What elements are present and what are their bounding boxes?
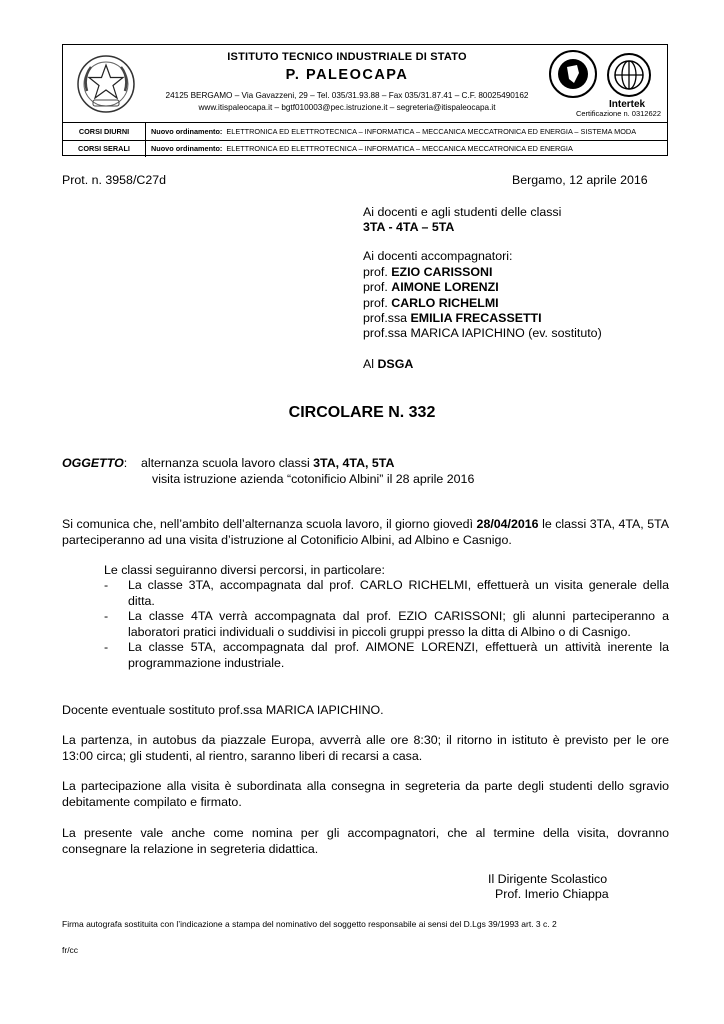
paths-list <box>104 578 669 671</box>
subject-label: OGGETTO <box>62 456 124 470</box>
institute-address: 24125 BERGAMO – Via Gavazzeni, 29 – Tel. 035/31.93.88 – Fax 035/31.87.41 – C.F. 80025490162 <box>165 91 529 100</box>
subject-line-2: visita istruzione azienda “cotonificio Albini” il 28 aprile 2016 <box>152 472 475 486</box>
paragraph-substitute: Docente eventuale sostituto prof.ssa MARICA IAPICHINO. <box>62 703 384 717</box>
institute-subname: P. PALEOCAPA <box>285 67 409 83</box>
list-item: - La classe 4TA verrà accompagnata dal prof. EZIO CARISSONI; gli alunni parteciperanno a laboratori pratici individuali o suddivisi in piccoli gruppi presso la ditta di Albino o di Casnigo. <box>104 609 669 639</box>
paths-intro: Le classi seguiranno diversi percorsi, in particolare: <box>104 563 385 577</box>
letterhead <box>62 44 668 156</box>
subject-line-1: OGGETTO: alternanza scuola lavoro classi 3TA, 4TA, 5TA <box>62 456 395 470</box>
cert-brand: Intertek <box>609 99 646 110</box>
republic-emblem-icon <box>75 53 137 115</box>
document-title: CIRCOLARE N. 332 <box>288 404 436 421</box>
letterhead-top <box>63 45 667 123</box>
accredia-seal-icon <box>547 49 599 99</box>
escorts-intro: Ai docenti accompagnatori: <box>363 249 513 263</box>
paragraph-nomination: La presente vale anche come nomina per gli accompagnatori, che al termine della visita, dovranno consegnare la relazione in segreteria didattica. <box>62 826 669 856</box>
paragraph-departure: La partenza, in autobus da piazzale Europa, avverrà alle ore 8:30; il ritorno in istituto è previsto per le ore 13:00 circa; gli studenti, al rientro, saranno liberi di recarsi a casa. <box>62 733 669 763</box>
paragraph-condition: La partecipazione alla visita è subordinata alla consegna in segreteria da parte degli studenti dello sgravio debitamente compilato e firmato. <box>62 779 669 809</box>
signature-role: Il Dirigente Scolastico <box>488 872 608 886</box>
institute-info <box>151 51 543 112</box>
recipients-line: Ai docenti e agli studenti delle classi <box>363 205 562 219</box>
substitute-escort: prof.ssa MARICA IAPICHINO (ev. sostituto) <box>363 326 602 340</box>
escort-item: prof. CARLO RICHELMI <box>363 296 499 310</box>
course-row-text: ELETTRONICA ED ELETTROTECNICA – INFORMATICA – MECCANICA MECCATRONICA ED ENERGIA <box>226 144 573 153</box>
footer-note: Firma autografa sostituita con l’indicazione a stampa del nominativo del soggetto responsabile ai sensi del D.Lgs 39/1993 art. 3 c. 2 <box>62 919 557 929</box>
course-row-day <box>63 123 667 141</box>
place-date: Bergamo, 12 aprile 2016 <box>512 173 648 187</box>
course-row-label: CORSI DIURNI <box>63 123 146 140</box>
list-item: - La classe 5TA, accompagnata dal prof. AIMONE LORENZI, effettuerà un attività inerente la programmazione industriale. <box>104 640 669 670</box>
course-row-prefix: Nuovo ordinamento: <box>151 127 223 136</box>
paragraph-intro: Si comunica che, nell’ambito dell’alternanza scuola lavoro, il giorno giovedì 28/04/2016 le classi 3TA, 4TA, 5TA parteciperanno ad una visita d’istruzione al Cotonificio Albini, ad Albino e Casnigo. <box>62 517 670 547</box>
course-row-prefix: Nuovo ordinamento: <box>151 144 223 153</box>
cert-number: Certificazione n. 0312622 <box>575 109 661 118</box>
course-row-label: CORSI SERALI <box>63 140 146 157</box>
course-row-text: ELETTRONICA ED ELETTROTECNICA – INFORMATICA – MECCANICA MECCATRONICA ED ENERGIA – SISTEMA MODA <box>226 127 637 136</box>
course-row-evening <box>63 140 667 157</box>
protocol-number: Prot. n. 3958/C27d <box>62 173 167 187</box>
escort-item: prof. EZIO CARISSONI <box>363 265 493 279</box>
signature-name: Prof. Imerio Chiappa <box>495 887 609 901</box>
globe-icon <box>605 51 653 99</box>
escort-item: prof. AIMONE LORENZI <box>363 280 499 294</box>
certifications <box>543 49 661 119</box>
recipients-classes: 3TA - 4TA – 5TA <box>363 220 455 234</box>
institute-name: ISTITUTO TECNICO INDUSTRIALE DI STATO <box>227 51 467 63</box>
escort-item: prof.ssa EMILIA FRECASSETTI <box>363 311 542 325</box>
list-item: - La classe 3TA, accompagnata dal prof. CARLO RICHELMI, effettuerà un visita generale della ditta. <box>104 578 669 608</box>
footer-initials: fr/cc <box>62 945 79 955</box>
institute-contacts: www.itispaleocapa.it – bgtf010003@pec.istruzione.it – segreteria@itispaleocapa.it <box>198 103 496 112</box>
dsga-recipient: Al DSGA <box>363 357 414 371</box>
